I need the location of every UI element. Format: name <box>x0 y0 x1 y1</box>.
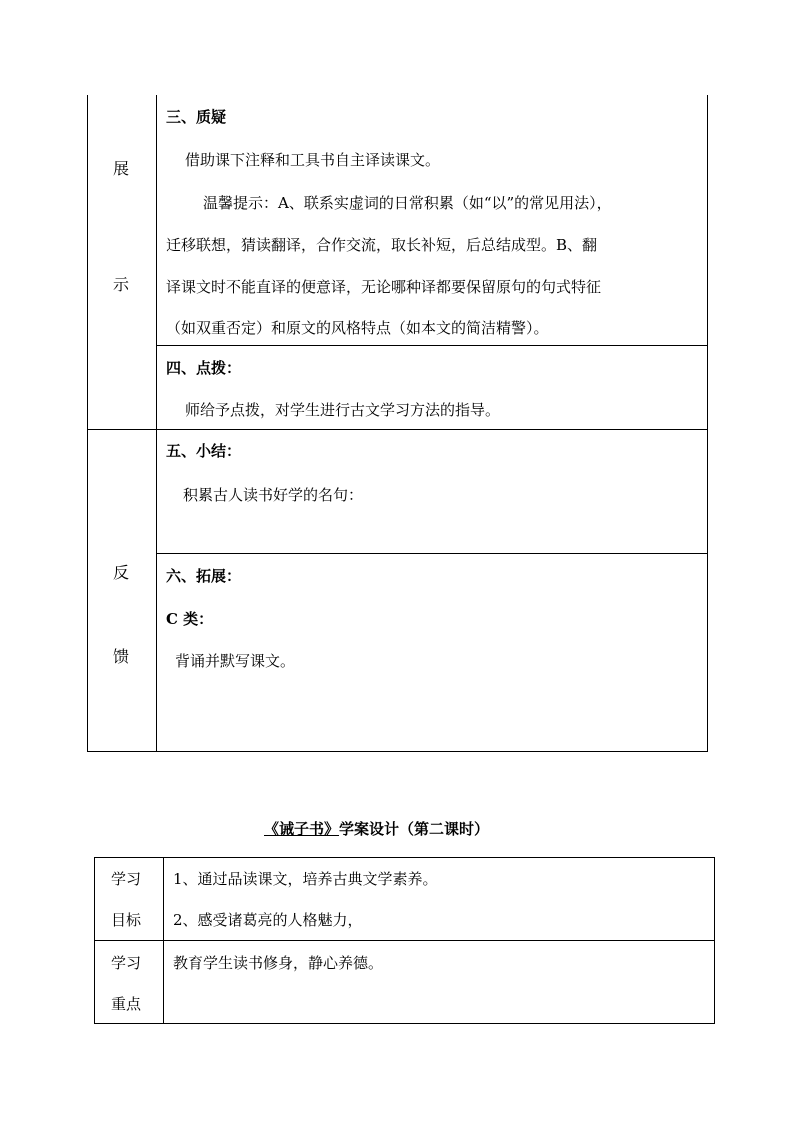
table1-row-divider-6 <box>156 553 708 554</box>
row1-label-a: 学习 <box>111 870 142 888</box>
side-label-shi: 示 <box>113 275 130 294</box>
section3-line4: 译课文时不能直译的便意译，无论哪种译都要保留原句的句式特征 <box>166 278 602 296</box>
section6-subheading: C 类： <box>166 610 214 628</box>
table2-column-divider <box>163 857 164 1024</box>
book-title: 《诫子书》 <box>264 820 340 838</box>
table2-left-border <box>94 857 95 1024</box>
side-label-kui: 馈 <box>113 647 130 666</box>
section3-line1: 借助课下注释和工具书自主译读课文。 <box>185 151 441 169</box>
section3-heading: 三、质疑 <box>166 108 227 126</box>
section5-heading: 五、小结： <box>166 442 242 460</box>
section5-line1: 积累古人读书好学的名句： <box>183 486 364 504</box>
section3-line2: 温馨提示：A、联系实虚词的日常积累（如“以”的常见用法）， <box>203 194 612 212</box>
table2-bottom-border <box>94 1023 715 1024</box>
row2-label-b: 重点 <box>111 995 142 1013</box>
section3-line3: 迁移联想，猜读翻译，合作交流，取长补短，后总结成型。B、翻 <box>166 236 598 254</box>
title-rest: 学案设计（第二课时） <box>339 820 490 838</box>
row2-label-a: 学习 <box>111 954 142 972</box>
table1-row-divider-4 <box>156 345 708 346</box>
section4-heading: 四、点拨： <box>166 359 242 377</box>
table2-row-divider <box>94 940 715 941</box>
table2-right-border <box>714 857 715 1024</box>
side-label-fan: 反 <box>113 563 130 582</box>
table1-row-divider-5 <box>87 429 708 430</box>
section4-line1: 师给予点拨，对学生进行古文学习方法的指导。 <box>185 401 501 419</box>
table1-left-border <box>87 95 88 752</box>
row1-label-b: 目标 <box>111 911 142 929</box>
objective-item-1: 1、通过品读课文，培养古典文学素养。 <box>173 870 438 888</box>
table2-top-border <box>94 857 715 858</box>
section3-line5: （如双重否定）和原文的风格特点（如本文的简洁精警）。 <box>166 319 549 337</box>
table1-column-divider <box>156 95 157 752</box>
objective-item-2: 2、感受诸葛亮的人格魅力， <box>173 911 363 929</box>
lesson-plan-title <box>264 819 489 839</box>
keypoint-item-1: 教育学生读书修身，静心养德。 <box>173 954 384 972</box>
section6-heading: 六、拓展： <box>166 567 242 585</box>
section6-line1: 背诵并默写课文。 <box>175 652 296 670</box>
side-label-zhan: 展 <box>113 159 130 178</box>
table1-right-border <box>707 95 708 752</box>
table1-bottom-border <box>87 751 708 752</box>
